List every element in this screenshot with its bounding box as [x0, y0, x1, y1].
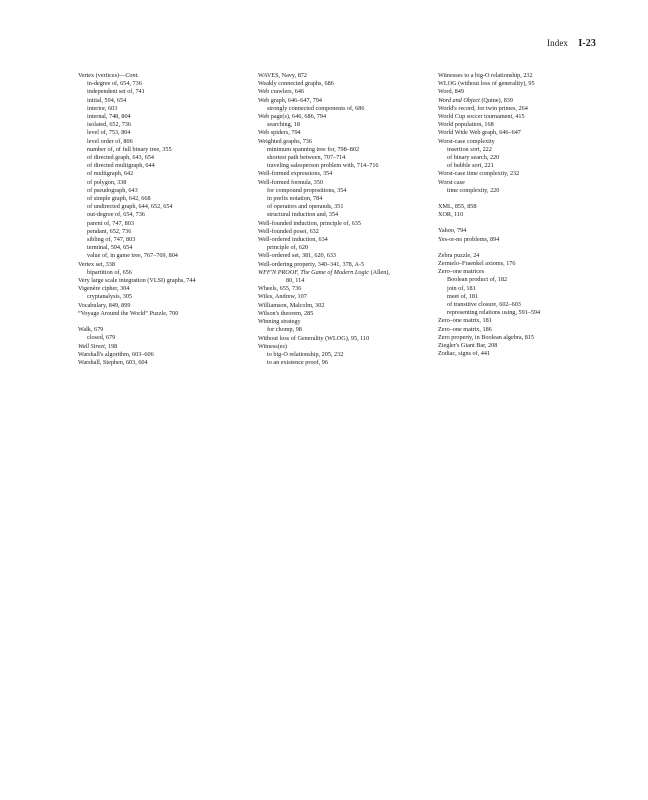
index-subentry: to big-O relationship, 205, 232 — [267, 350, 344, 358]
index-entry: Warshall, Stephen, 603, 604 — [78, 358, 148, 366]
index-subentry: time complexity, 220 — [447, 186, 500, 194]
index-subentry: of binary search, 220 — [447, 154, 500, 162]
index-entry: Zero–one matrices — [438, 268, 485, 276]
index-entry: Well-ordered induction, 634 — [258, 236, 328, 244]
index-entry: Zero–one matrix, 186 — [438, 325, 492, 333]
entry-italic-text: Cont. — [125, 72, 139, 79]
index-entry: Zodiac, signs of, 441 — [438, 350, 491, 358]
index-entry: Vigenère cipher, 304 — [78, 285, 130, 293]
index-subentry: meet of, 181 — [447, 292, 479, 300]
index-entry: Worst case — [438, 178, 465, 186]
index-subentry: initial, 594, 654 — [87, 96, 127, 104]
index-entry: Vocabulary, 849, 899 — [78, 301, 131, 309]
index-subentry: to an existence proof, 96 — [267, 359, 328, 367]
index-subentry: searching, 18 — [267, 121, 300, 129]
index-subentry: for compound propositions, 354 — [267, 186, 347, 194]
index-entry: Well-formed formula, 350 — [258, 178, 323, 186]
index-entry: Wheels, 655, 736 — [258, 285, 302, 293]
index-subentry: traveling salesperson problem with, 714–716 — [267, 162, 379, 170]
index-subentry: representing relations using, 591–594 — [447, 309, 541, 317]
index-subentry: 80, 114 — [286, 277, 305, 285]
page-header — [547, 38, 596, 49]
index-subentry: of operators and operands, 351 — [267, 203, 344, 211]
index-subentry: join of, 181 — [447, 284, 476, 292]
index-subentry: of bubble sort, 221 — [447, 162, 494, 170]
entry-italic-text: WFF'N PROOF, The Game of Modern Logic — [258, 268, 370, 276]
index-subentry: in-degree of, 654, 736 — [87, 80, 142, 88]
index-subentry: principle of, 620 — [267, 244, 309, 252]
index-entry: Weakly connected graphs, 686 — [258, 80, 334, 88]
index-entry: World population, 168 — [438, 121, 494, 129]
index-entry: Wilson's theorem, 285 — [258, 309, 314, 317]
index-subentry: of transitive closure, 602–603 — [447, 301, 521, 309]
index-entry: Witnesses to a big-O relationship, 232 — [438, 72, 533, 79]
entry-gap — [438, 195, 608, 203]
index-subentry: of directed multigraph, 644 — [87, 162, 155, 170]
index-entry: Well-formed expressions, 354 — [258, 170, 333, 178]
index-subentry: minimum spanning tree for, 798–802 — [267, 145, 360, 153]
index-entry: World Cup soccer tournament, 415 — [438, 113, 525, 121]
index-subentry: structural induction and, 354 — [267, 211, 339, 219]
index-entry: Without loss of Generality (WLOG), 95, 110 — [258, 334, 370, 342]
index-subentry: shortest path between, 707–714 — [267, 154, 346, 162]
index-subentry: value of, in game tree, 767–769, 804 — [87, 252, 178, 260]
index-entry: WLOG (without loss of generality), 95 — [438, 80, 535, 88]
entry-italic-text: Word and Object — [438, 96, 480, 104]
index-entry: Zero–one matrix, 181 — [438, 317, 492, 325]
index-entry: Well-ordering property, 340–341, 378, A-5 — [258, 260, 365, 268]
index-entry: Wall Street, 198 — [78, 342, 118, 350]
index-subentry: out-degree of, 654, 736 — [87, 211, 145, 219]
index-subentry: in prefix notation, 784 — [267, 195, 323, 203]
index-column-1 — [78, 72, 243, 367]
index-subentry: level of, 753, 804 — [87, 129, 131, 137]
header-label: Index — [547, 38, 569, 48]
index-subentry: closed, 679 — [87, 334, 116, 342]
index-entry: Well-founded induction, principle of, 635 — [258, 219, 361, 227]
index-subentry: of undirected graph, 644, 652, 654 — [87, 203, 173, 211]
index-entry: Yes-or-no problems, 894 — [438, 235, 500, 243]
index-entry: Wiles, Andrew, 107 — [258, 293, 307, 301]
index-entry: Williamson, Malcolm, 302 — [258, 301, 325, 309]
entry-gap — [78, 318, 243, 326]
index-entry: WAVES, Navy, 872 — [258, 72, 307, 79]
index-entry: Web page(s), 646, 686, 794 — [258, 113, 327, 121]
entry-gap — [438, 244, 608, 252]
index-entry: Web crawlers, 646 — [258, 88, 305, 96]
index-subentry: of multigraph, 642 — [87, 170, 134, 178]
index-subentry: parent of, 747, 803 — [87, 219, 134, 227]
index-entry: Winning strategy — [258, 318, 301, 326]
index-subentry: terminal, 594, 654 — [87, 244, 133, 252]
index-subentry: bipartition of, 656 — [87, 268, 132, 276]
index-subentry: sibling of, 747, 803 — [87, 236, 136, 244]
index-entry: Yahoo, 794 — [438, 227, 467, 235]
index-subentry: strongly connected components of, 686 — [267, 104, 365, 112]
index-entry: World Wide Web graph, 646–647 — [438, 129, 521, 137]
index-subentry: isolated, 652, 736 — [87, 121, 131, 129]
index-entry: “Voyage Around the World” Puzzle, 700 — [78, 309, 179, 317]
index-column-3 — [438, 72, 608, 359]
index-entry: Web graph, 646–647, 794 — [258, 96, 322, 104]
index-entry: Ziegler's Giant Bar, 208 — [438, 342, 498, 350]
index-entry: Word, 849 — [438, 88, 464, 96]
index-entry: Well-founded poset, 632 — [258, 227, 319, 235]
index-subentry: number of, of full binary tree, 355 — [87, 145, 172, 153]
index-entry: Worst-case complexity — [438, 137, 495, 145]
index-column-2 — [258, 72, 433, 367]
index-subentry: internal, 748, 804 — [87, 113, 131, 121]
index-entry: Weighted graphs, 736 — [258, 137, 312, 145]
index-entry: Zero property, in Boolean algebra, 815 — [438, 333, 534, 341]
index-entry: Zermelo–Fraenkel axioms, 176 — [438, 260, 516, 268]
index-entry: Witness(es) — [258, 342, 287, 350]
index-subentry: Boolean product of, 182 — [447, 276, 508, 284]
index-entry: Very large scale integration (VLSI) graphs, 744 — [78, 277, 196, 285]
index-entry: Walk, 679 — [78, 326, 104, 334]
index-subentry: interior, 603 — [87, 104, 118, 112]
index-entry: Well-ordered set, 381, 620, 633 — [258, 252, 337, 260]
index-entry: XML, 855, 858 — [438, 203, 477, 211]
index-subentry: of directed graph, 643, 654 — [87, 154, 155, 162]
index-subentry: cryptanalysis, 305 — [87, 293, 133, 301]
index-subentry: independent set of, 741 — [87, 88, 145, 96]
index-subentry: level order of, 806 — [87, 137, 133, 145]
index-entry: World's record, for twin primes, 264 — [438, 104, 528, 112]
index-subentry: of polygon, 338 — [87, 178, 127, 186]
index-entry: Vertex (vertices)—Cont. — [78, 72, 139, 79]
entry-italic-text: Wall Street — [78, 342, 105, 350]
index-entry: WFF'N PROOF, The Game of Modern Logic (Allen), — [258, 268, 390, 276]
index-subentry: insertion sort, 222 — [447, 145, 492, 153]
index-entry: Vertex set, 338 — [78, 260, 115, 268]
index-entry: Warshall's algorithm, 603–606 — [78, 350, 154, 358]
index-subentry: of simple graph, 642, 668 — [87, 195, 151, 203]
index-subentry: pendant, 652, 736 — [87, 227, 132, 235]
index-entry: Web spiders, 794 — [258, 129, 301, 137]
index-subentry: of pseudograph, 643 — [87, 186, 138, 194]
index-subentry: for chomp, 98 — [267, 326, 302, 334]
page-number: I-23 — [578, 38, 596, 49]
index-entry: Zebra puzzle, 24 — [438, 251, 480, 259]
index-entry: Word and Object (Quine), 839 — [438, 96, 513, 104]
index-entry: XOR, 110 — [438, 211, 464, 219]
entry-gap — [438, 219, 608, 227]
index-entry: Worst-case time complexity, 232 — [438, 170, 520, 178]
